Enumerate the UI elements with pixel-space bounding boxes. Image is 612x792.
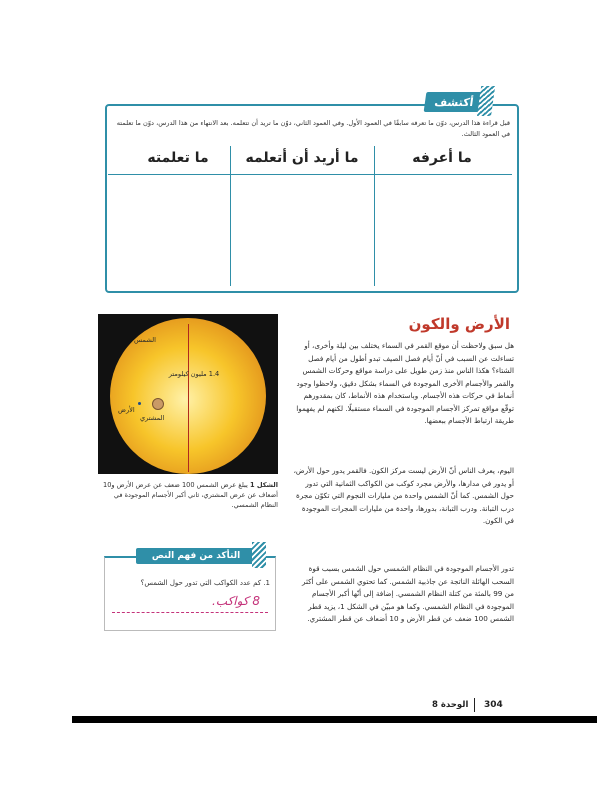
earth-icon	[138, 402, 141, 405]
discover-instructions: قبل قراءة هذا الدرس، دوّن ما تعرفه سابقًا في العمود الأول. وفي العمود الثاني، دوّن ما تريد أن تتعلمه. بعد الانتهاء من هذا الدرس، دوّن ما تعلمته في العمود الثالث.	[116, 119, 510, 138]
paragraph: اليوم، يعرف الناس أنّ الأرض ليست مركز الكون. فالقمر يدور حول الأرض، أو يدور في مدارها، والأرض مجرد كوكب من الكواكب الثمانية التي تدور حول الشمس. كما أنّ الشمس واحدة من مليارات النجوم التي تكوّن مجرة درب التبانة. ودرب التبانة، بدورها، واحدة من مليارات المجرات الموجودة في الكون.	[293, 466, 514, 525]
jupiter-icon	[152, 398, 164, 410]
reading-check-label: التأكد من فهم النص	[151, 551, 241, 561]
reading-check-question: 1. كم عدد الكواكب التي تدور حول الشمس؟	[140, 579, 270, 587]
figure-number: الشكل 1	[249, 481, 278, 489]
footer-separator	[474, 698, 475, 712]
sun-figure	[98, 314, 278, 474]
reading-check-tab	[136, 548, 256, 564]
section-title: الأرض والكون	[408, 315, 510, 333]
tab-stripe-decoration	[252, 542, 266, 568]
kwl-column-divider	[230, 146, 231, 286]
footer-bar	[72, 716, 597, 723]
kwl-column-know: ما أعرفه	[412, 150, 472, 166]
kwl-column-divider	[374, 146, 375, 286]
discover-tab-label: أكتشف	[433, 95, 475, 109]
figure-caption	[100, 480, 278, 510]
figure-caption-text: يبلغ عرض الشمس 100 ضعف عن عرض الأرض و10 أضعاف عن عرض المشتري، ثاني أكبر الأجسام الموجودة في النظام الشمسي.	[103, 481, 278, 509]
diameter-arrow	[188, 324, 189, 472]
discover-tab	[424, 92, 485, 112]
page-number: 304	[484, 700, 503, 710]
kwl-column-want: ما أريد أن أتعلمه	[245, 150, 359, 166]
label-jupiter: المشتري	[140, 414, 165, 422]
label-diameter: 1.4 مليون كيلومتر	[168, 370, 220, 378]
handwritten-answer: 8 كواكب.	[211, 594, 260, 608]
paragraph: تدور الأجسام الموجودة في النظام الشمسي حول الشمس بسبب قوة السحب الهائلة الناتجة عن جاذبية الشمس. كما تحتوي الشمس على أكثر من 99 بالمئة من كتلة النظام الشمسي. إضافة إلى أنّها أكبر الأجسام الموجودة في النظام الشمسي. وكما هو مبيّن في الشكل 1، يزيد قطر الشمس 100 ضعف عن قطر الأرض و 10 أضعاف عن قطر المشتري.	[302, 564, 514, 623]
label-sun: الشمس	[134, 336, 156, 344]
paragraph: هل سبق ولاحظت أن موقع القمر في السماء يختلف بين ليلة وأخرى، أو تساءلت عن السبب في أنّ أيام فصل الصيف تبدو أطول من أيام فصل الشتاء؟ هكذا الناس منذ زمن طويل على دراسة مواقع وحركات الشمس والقمر والأجسام الأخرى الموجودة في السماء بشكل دقيق، ولاحظوا وجود أنماط في حركات هذه الأجسام. وباستخدام هذه الأنماط، كان بمقدورهم توقّع مواقع تمركز الأجسام الموجودة في السماء مستقبلًا. لكنهم لم يفهموا طريقة ارتباط الأجسام ببعضها.	[296, 341, 514, 425]
label-earth: الأرض	[118, 406, 135, 414]
footer-unit: الوحدة 8	[432, 700, 469, 710]
kwl-column-learned: ما تعلمته	[147, 150, 209, 166]
answer-line	[112, 612, 268, 613]
kwl-header-divider	[108, 174, 512, 175]
